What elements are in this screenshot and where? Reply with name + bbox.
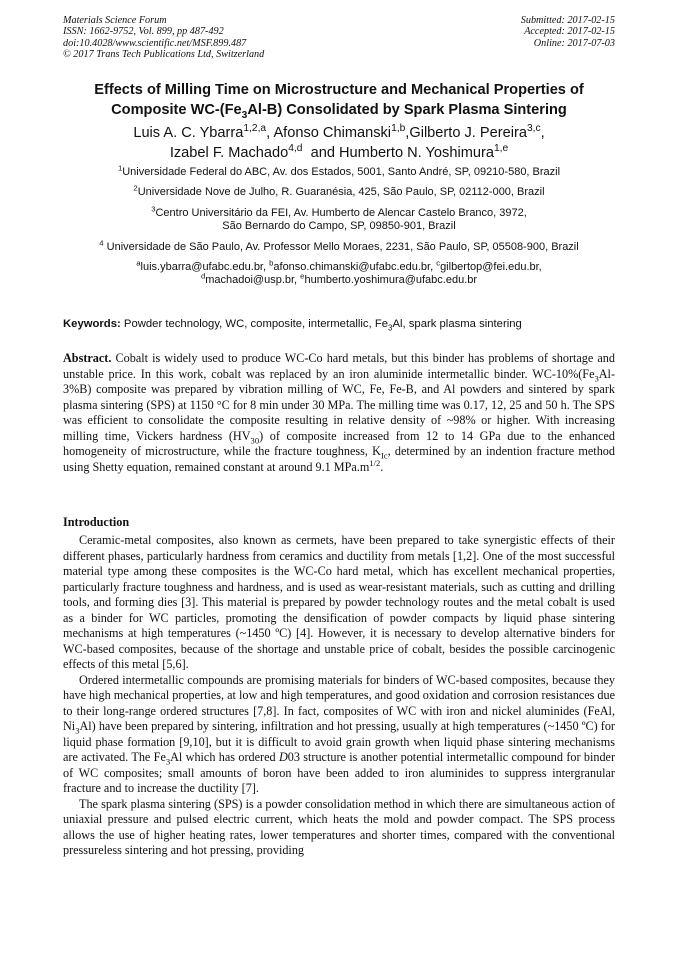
affiliation-1: $^1$Universidade Federal do ABC, Av. dos Estados, 5001, Santo André, SP, 09210-580, Brazil [117, 163, 561, 178]
email-link: machadoi@usp.br, [205, 274, 301, 287]
introduction-body [63, 533, 615, 859]
section-heading-introduction: Introduction [63, 515, 130, 529]
email-link: gilbertop@fei.edu.br, [440, 261, 542, 274]
abstract-label: Abstract. [63, 351, 112, 365]
author-name: Luis A. C. Ybarra [133, 125, 244, 141]
keywords-label: Keywords: [63, 318, 121, 330]
author-name: Gilberto J. Pereira [409, 125, 527, 141]
title-line-2: Composite $WC-(Fe_3Al-B)$ Consolidated by Spark Plasma Sintering [111, 101, 567, 121]
keywords: Keywords: Powder technology, WC, composite, intermetallic, $Fe_3Al$, spark plasma sintering [63, 318, 522, 333]
abstract: Abstract. Cobalt is widely used to produce WC-Co hard metals, but this binder has problems of shortage and unstable price. In this work, cobalt was replaced by an iron aluminide intermetallic binder. $WC-10\%(Fe_3Al-3\%B)$ composite was prepared by vibration milling of WC, Fe, Fe-B, and Al powders and sintered by spark plasma sintering (SPS) at 1150 °C for 8 min under 30 MPa. The milling time was 0.17, 12, 25 and 50 h. The SPS was efficient to consolidate the composite resulting in relative density of ~98% or higher. With increasing milling time, Vickers hardness $(HV_{30})$ of composite increased from 12 to 14 GPa due to the enhanced homogeneity of microstructure, while the fracture toughness, $K_{Ic}$, determined by an indention fracture method using Shetty equation, remained constant at around 9.1 $MPa.m^{1/2}$. [63, 351, 615, 474]
journal-header [63, 15, 264, 60]
paragraph: Ordered intermetallic compounds are promising materials for binders of WC-based composites, because they have high mechanical properties, at low and high temperatures, and good oxidation and corrosion resistances due to their long-range ordered structures [7,8]. In fact, composites of WC with iron and nickel aluminides (FeAl, $Ni_3Al$) have been prepared by sintering, infiltration and hot pressing, usually at high temperatures (~1450 ºC) for liquid phase formation [9,10], but it is difficult to avoid grain growth when liquid phase sintering mechanisms are activated. The $Fe_3Al$ which has ordered D03 structure is another potential intermetallic compound for binder of WC composites; small amounts of boron have been added to iron aluminides to suppress intergranular fracture and to increase the ductility [7]. [63, 672, 616, 795]
affiliations [30, 163, 648, 288]
author-emails: $^a$luis.ybarra@ufabc.edu.br, $^b$afonso.chimanski@ufabc.edu.br, $^c$gilbertop@fei.edu.br, $^d$machadoi@usp.br, $^e$humberto.yoshimura@ufabc.edu.br [136, 258, 542, 287]
online-date: Online: 2017-07-03 [533, 37, 615, 49]
email-link: afonso.chimanski@ufabc.edu.br, [273, 261, 437, 274]
journal-name: Materials Science Forum [63, 15, 167, 26]
email-link: humberto.yoshimura@ufabc.edu.br [304, 274, 478, 287]
author-name: Humberto N. Yoshimura [339, 144, 494, 161]
title-line-1: Effects of Milling Time on Microstructure and Mechanical Properties of [94, 82, 584, 98]
paper-title [40, 81, 638, 120]
paragraph: The spark plasma sintering (SPS) is a powder consolidation method in which there are simultaneous action of uniaxial pressure and pulsed electric current, which heats the mold and powder compact. The SPS process allows the use of higher heating rates, lower temperatures and shorter times, compared with the conventional pressureless sintering and hot pressing, providing [63, 796, 615, 857]
affiliation-3: $^3$Centro Universitário da FEI, Av. Humberto de Alencar Castelo Branco, 3972, São Bernardo do Campo, SP, 09850-901, Brazil [151, 204, 527, 233]
accepted-date: Accepted: 2017-02-15 [524, 26, 615, 38]
journal-doi: doi:10.4028/www.scientific.net/MSF.899.487 [63, 37, 247, 49]
author-list [40, 124, 638, 163]
journal-issn: ISSN: 1662-9752, Vol. 899, pp 487-492 [63, 26, 224, 38]
affiliation-2: $^2$Universidade Nove de Julho, R. Guaranésia, 425, São Paulo, SP, 02112-000, Brazil [133, 183, 545, 199]
paragraph: Ceramic-metal composites, also known as cermets, have been prepared to take synergistic effects of their different phases, particularly hardness from ceramics and ductility from metals [1,2]. One of the most successful material type among these composites is the WC-Co hard metal, which has excellent mechanical properties, particularly fracture toughness and hardness, and is used as wear-resistant materials, such as cutting and drilling tools, and forming dies [3]. This material is prepared by powder technology routes and the metal cobalt is used as a binder for WC particles, promoting the densification of powder compacts by liquid phase sintering mechanisms at high temperatures (~1450 ºC) [4]. However, it is necessary to develop alternative binders for WC-based composites, because of the shortage and unstable price of cobalt, besides the possible carcinogenic effects of this metal [5,6]. [63, 533, 615, 671]
dates-header [521, 15, 615, 49]
author-name: Afonso Chimanski [273, 125, 392, 141]
authors-line-2: Izabel F. Machado$^{4,d}$ and Humberto N. Yoshimura$^{1,e}$ [169, 142, 509, 161]
journal-copyright: © 2017 Trans Tech Publications Ltd, Switzerland [63, 48, 265, 60]
authors-line-1: Luis A. C. Ybarra$^{1,2,a}$, Afonso Chimanski$^{1,b}$,Gilberto J. Pereira$^{3,c}$, [133, 123, 545, 141]
affiliation-4: $^4$ Universidade de São Paulo, Av. Professor Mello Moraes, 2231, São Paulo, SP, 05508-900, Brazil [99, 237, 579, 253]
submitted-date: Submitted: 2017-02-15 [520, 15, 615, 26]
email-link: luis.ybarra@ufabc.edu.br, [140, 261, 270, 274]
author-name: Izabel F. Machado [169, 144, 289, 161]
